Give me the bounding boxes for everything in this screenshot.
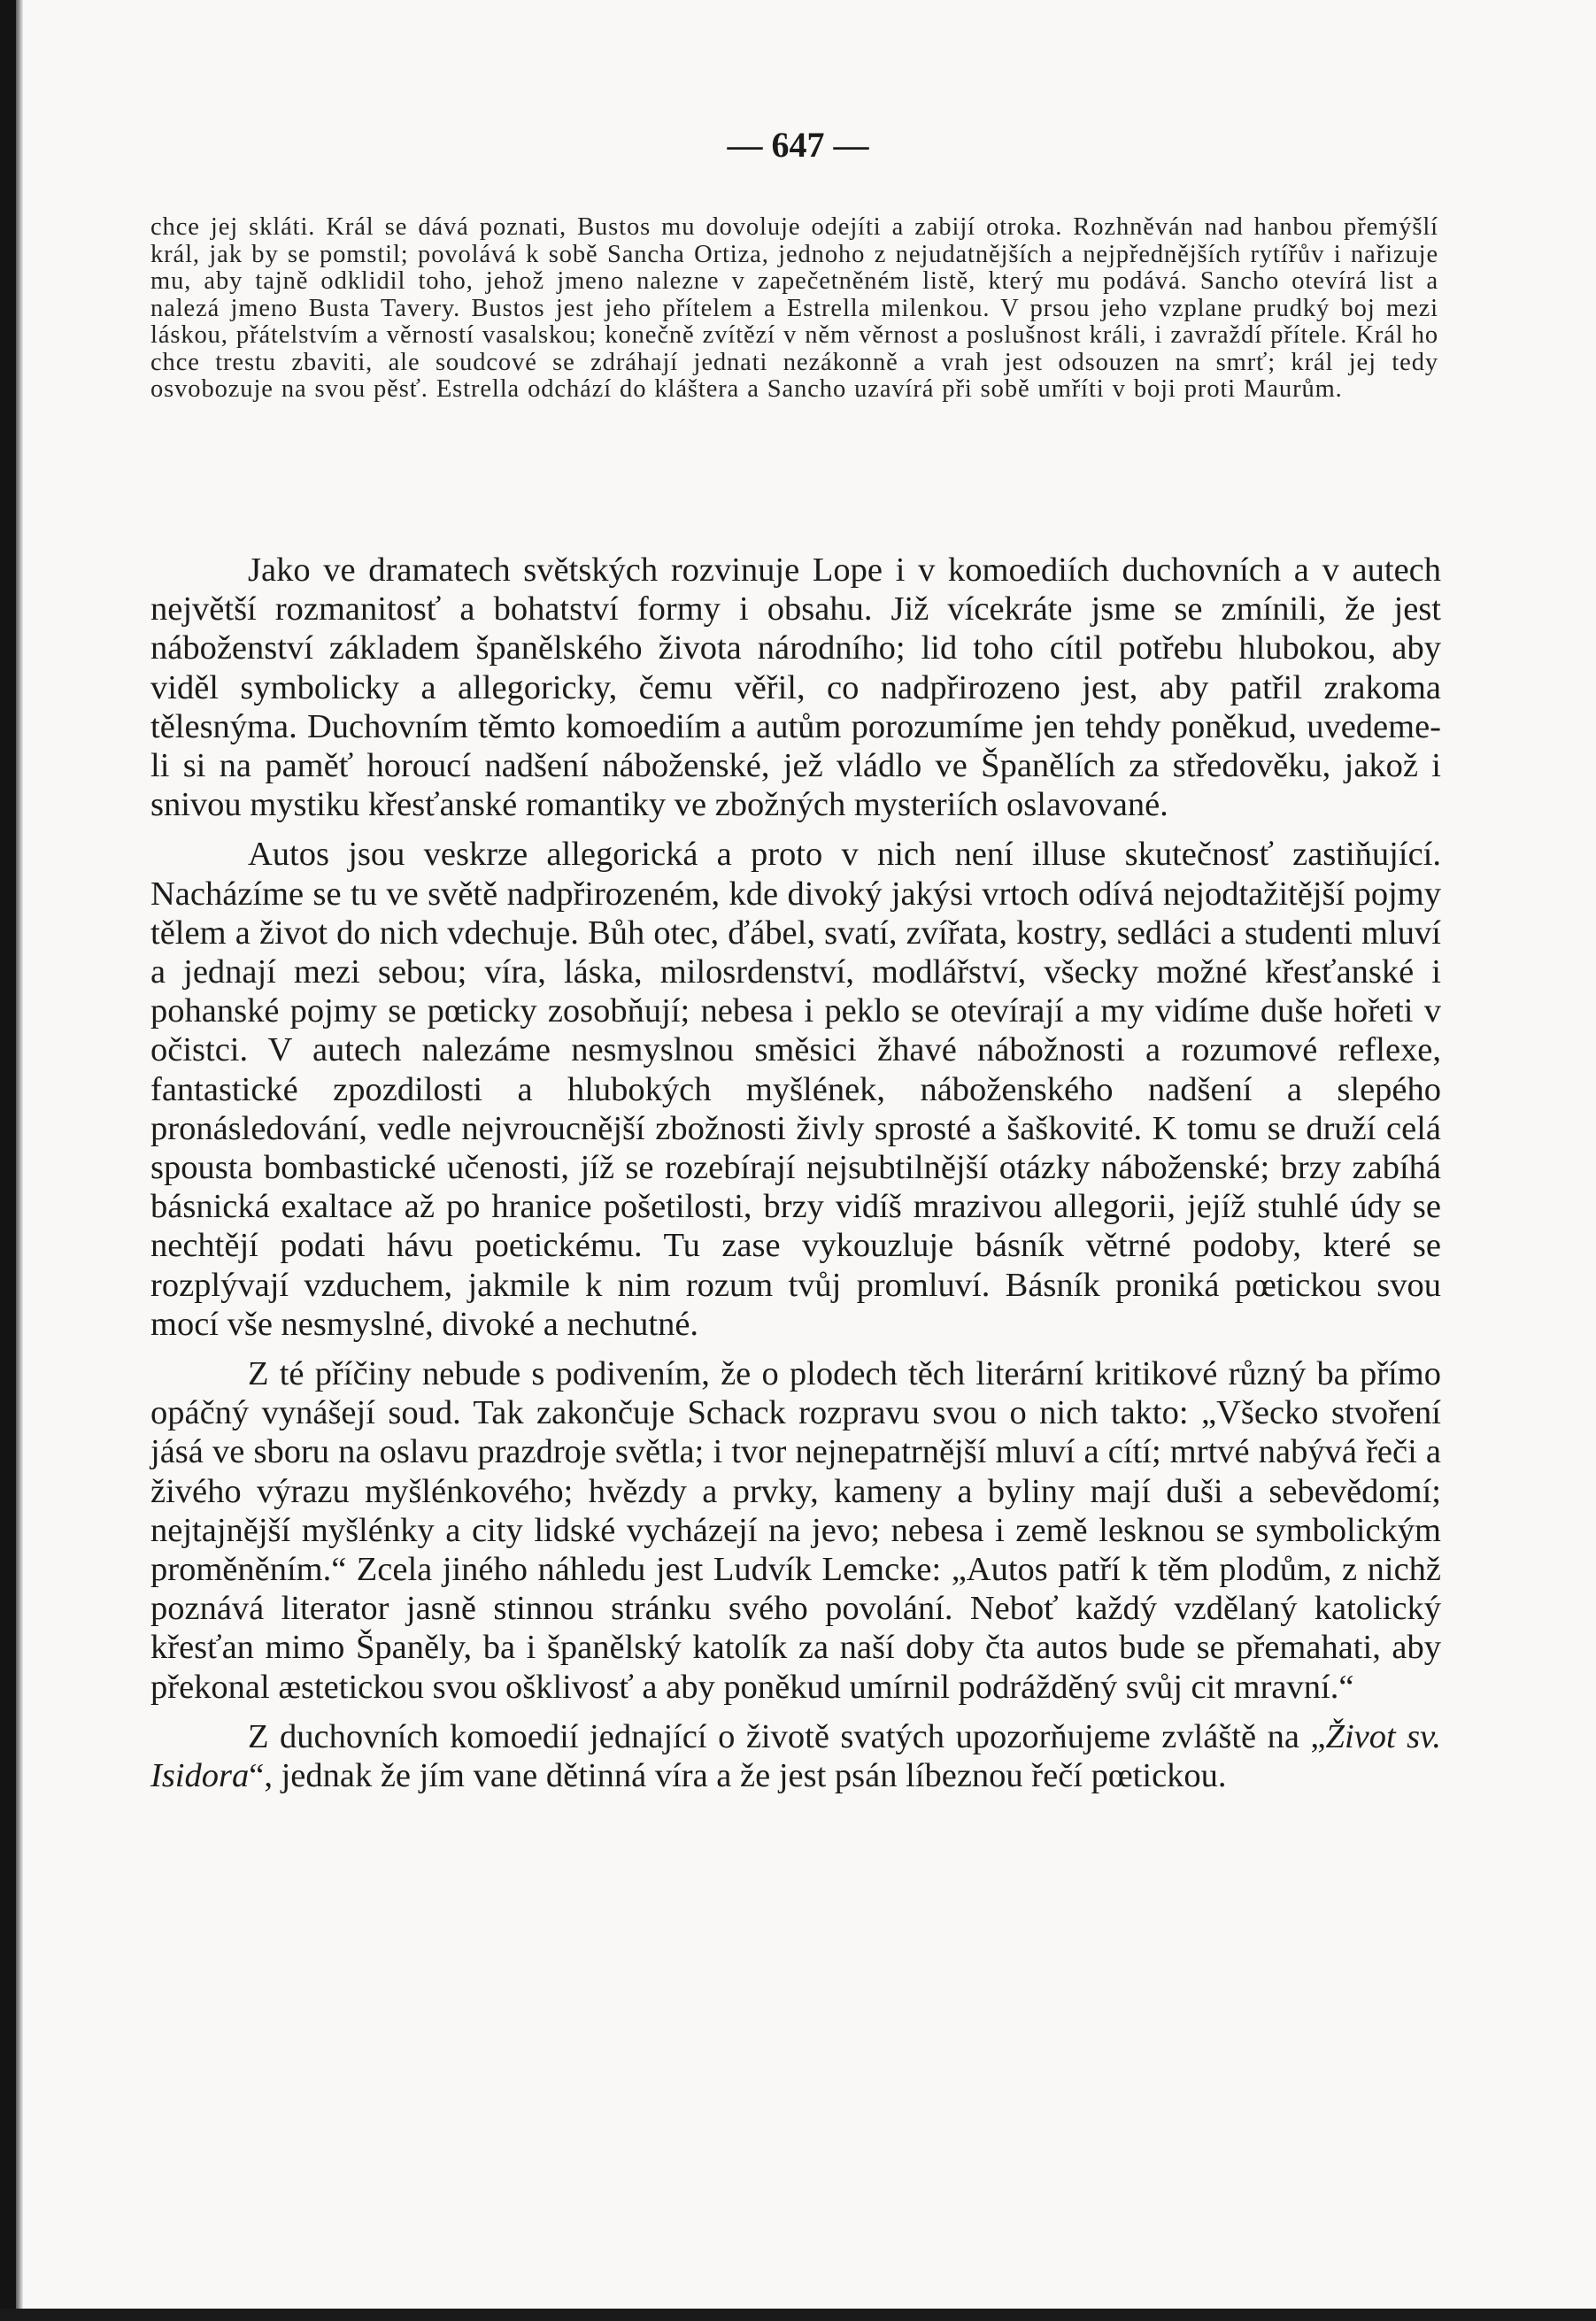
paragraph-autos: Autos jsou veskrze allegorická a proto v nich není illuse skutečnosť zastiňující. Nacházíme se tu ve světě nadpřirozeném, kde divoký jakýsi vrtoch odívá nejodtažitější pojmy tělem a život do nich vdechuje. Bůh otec, ďábel, svatí, zvířata, kostry, sedláci a studenti mluví a jednají mezi sebou; víra, láska, milosrdenství, modlářství, všecky možné křesťanské i pohanské pojmy se pœticky zosobňují; nebesa i peklo se otevírají a my vidíme duše hořeti v očistci. V autech nalezáme nesmyslnou směsici žhavé nábožnosti a rozumové reflexe, fantastické zpozdilosti a hlubokých myšlének, náboženského nadšení a slepého pronásledování, vedle nejvroucnější zbožnosti živly sprosté a šaškovité. K tomu se druží celá spousta bombastické učenosti, jíž se rozebírají nejsubtilnější otázky náboženské; brzy zabíhá básnická exaltace až po hranice pošetilosti, brzy vidíš mrazivou allegorii, jejíž stuhlé údy se nechtějí podati hávu poetickému. Tu zase vykouzluje básník větrné podoby, které se rozplývají vzduchem, jakmile k nim rozum tvůj promluví. Básník proniká pœtickou svou mocí vše nesmyslné, divoké a nechutné. <box>150 836 1441 1343</box>
scan-border-bottom <box>0 2309 1596 2321</box>
scan-border-shadow <box>16 0 23 2321</box>
plot-summary: chce jej skláti. Král se dává poznati, Bustos mu dovoluje odejíti a zabijí otroka. Rozhněván nad hanbou přemýšlí král, jak by se pomstil; povolává k sobě Sancha Ortiza, jednoho z nejudatnějších a nejpřednějších rytířův i nařizuje mu, aby tajně odklidil toho, jehož jmeno nalezne v zapečetněném listě, který mu podává. Sancho otevírá list a nalezá jmeno Busta Tavery. Bustos jest jeho přítelem a Estrella milenkou. V prsou jeho vzplane prudký boj mezi láskou, přátelstvím a věrností vasalskou; konečně zvítězí v něm věrnost a poslušnost králi, i zavraždí přítele. Král ho chce trestu zbaviti, ale soudcové se zdráhají jednati nezákonně a vrah jest odsouzen na smrť; král jej tedy osvobozuje na svou pěsť. Estrella odchází do kláštera a Sancho uzavírá při sobě umříti v boji proti Maurům. <box>150 213 1438 403</box>
paragraph-isidore <box>150 1717 1441 1795</box>
paragraph-isidore-start: Z duchovních komoedií jednající o životě svatých upozorňujeme zvláště na „ <box>248 1717 1326 1755</box>
page-number: — 647 — <box>727 125 869 165</box>
work-title-isidore: Život sv. Isidora <box>150 1717 1442 1795</box>
scan-border-left <box>0 0 16 2321</box>
body-text <box>150 551 1441 1795</box>
paragraph-dramas: Jako ve dramatech světských rozvinuje Lope i v komoediích duchovních a v autech největší rozmanitosť a bohatství formy i obsahu. Již vícekráte jsme se zmínili, že jest náboženství základem španělského života národního; lid toho cítil potřebu hlubokou, aby viděl symbolicky a allegoricky, čemu věřil, co nadpřirozeno jest, aby patřil zrakoma tělesnýma. Duchovním těmto komoediím a autům porozumíme jen tehdy poněkud, uvedeme-li si na paměť horoucí nadšení náboženské, jež vládlo ve Španělích za středověku, jakož i snivou mystiku křesťanské romantiky ve zbožných mysteriích oslavované. <box>150 551 1441 824</box>
paragraph-critics: Z té příčiny nebude s podivením, že o plodech těch literární kritikové různý ba přímo opáčný vynášejí soud. Tak zakončuje Schack rozpravu svou o nich takto: „Všecko stvoření jásá ve sboru na oslavu prazdroje světla; i tvor nejnepatrnější mluví a cítí; mrtvé nabývá řeči a živého výrazu myšlénkového; hvězdy a prvky, kameny a byliny mají duši a sebevědomí; nejtajnější myšlénky a city lidské vycházejí na jevo; nebesa i země lesknou se symbolickým proměněním.“ Zcela jiného náhledu jest Ludvík Lemcke: „Autos patří k těm plodům, z nichž poznává literator jasně stinnou stránku svého povolání. Neboť každý vzdělaný katolický křesťan mimo Španěly, ba i španělský katolík za naší doby čta autos bude se přemahati, aby překonal æstetickou svou ošklivosť a aby poněkud umírnil podrážděný svůj cit mravní.“ <box>150 1355 1441 1706</box>
paragraph-isidore-end: “, jednak že jím vane dětinná víra a že jest psán líbeznou řečí pœtickou. <box>249 1757 1227 1795</box>
